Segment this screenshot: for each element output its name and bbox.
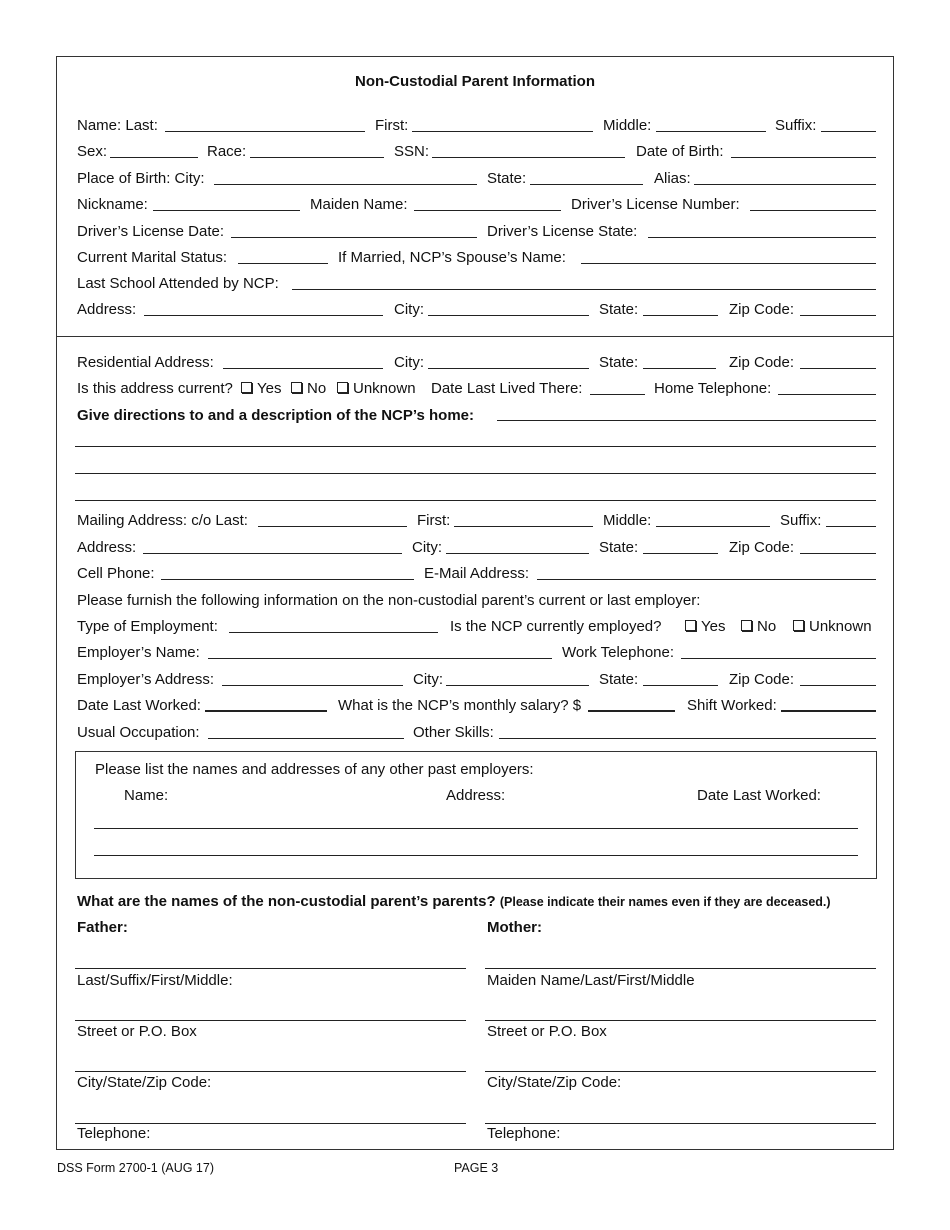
name-suffix-field[interactable] [821, 131, 876, 132]
employer-name-label: Employer’s Name: [77, 644, 200, 661]
work-telephone-label: Work Telephone: [562, 644, 675, 661]
mother-street-label: Street or P.O. Box [487, 1023, 607, 1040]
res-address-field[interactable] [223, 368, 383, 369]
type-employment-label: Type of Employment: [77, 618, 218, 635]
mail-address-field[interactable] [143, 553, 402, 554]
city-field[interactable] [428, 315, 589, 316]
address-current-yes[interactable] [241, 380, 281, 398]
father-heading: Father: [77, 919, 128, 936]
parents-question-text: What are the names of the non-custodial parent’s parents? [77, 893, 496, 910]
dl-date-label: Driver’s License Date: [77, 223, 225, 240]
address-current-no[interactable] [291, 380, 326, 398]
mail-suffix-field[interactable] [826, 526, 876, 527]
dl-state-label: Driver’s License State: [487, 223, 638, 240]
date-last-lived-label: Date Last Lived There: [431, 380, 583, 397]
yes-label: Yes [701, 618, 726, 635]
city-label: City: [394, 301, 424, 318]
directions-field-3[interactable] [75, 473, 876, 474]
employer-city-field[interactable] [446, 685, 589, 686]
address-field[interactable] [144, 315, 383, 316]
father-street-label: Street or P.O. Box [77, 1023, 197, 1040]
yes-label: Yes [257, 380, 282, 397]
pob-city-label: Place of Birth: City: [77, 170, 205, 187]
sex-label: Sex: [77, 143, 108, 160]
res-city-label: City: [394, 354, 424, 371]
mother-heading: Mother: [487, 919, 542, 936]
footer-form-id: DSS Form 2700-1 (AUG 17) [57, 1161, 214, 1175]
mail-first-label: First: [417, 512, 451, 529]
father-street-field[interactable] [75, 1020, 466, 1021]
state-field[interactable] [643, 315, 718, 316]
checkbox-icon[interactable] [241, 382, 252, 393]
employer-intro: Please furnish the following information on the non-custodial parent’s current or last employer: [77, 592, 701, 609]
shift-worked-field[interactable] [781, 710, 876, 712]
directions-field-1[interactable] [497, 420, 876, 421]
email-field[interactable] [537, 579, 876, 580]
date-last-worked-label: Date Last Worked: [77, 697, 201, 714]
alias-field[interactable] [694, 184, 876, 185]
shift-worked-label: Shift Worked: [687, 697, 777, 714]
res-zip-field[interactable] [800, 368, 876, 369]
dl-state-field[interactable] [648, 237, 876, 238]
past-employers-col-name: Name: [124, 787, 169, 804]
parents-note: (Please indicate their names even if they are deceased.) [499, 895, 831, 909]
past-employer-line-2[interactable] [94, 855, 858, 856]
zip-field[interactable] [800, 315, 876, 316]
state-label: State: [599, 301, 639, 318]
sex-field[interactable] [110, 157, 198, 158]
name-middle-label: Middle: [603, 117, 652, 134]
res-city-field[interactable] [428, 368, 589, 369]
nickname-field[interactable] [153, 210, 300, 211]
last-school-field[interactable] [292, 289, 876, 290]
res-state-field[interactable] [643, 368, 716, 369]
no-label: No [307, 380, 327, 397]
past-employers-col-address: Address: [446, 787, 506, 804]
pob-city-field[interactable] [214, 184, 477, 185]
name-middle-field[interactable] [656, 131, 766, 132]
mail-state-label: State: [599, 539, 639, 556]
address-current-label: Is this address current? [77, 380, 233, 397]
mail-co-last-field[interactable] [258, 526, 407, 527]
checkbox-icon[interactable] [337, 382, 348, 393]
spouse-name-field[interactable] [581, 263, 876, 264]
dob-label: Date of Birth: [636, 143, 724, 160]
dl-date-field[interactable] [231, 237, 477, 238]
maiden-name-label: Maiden Name: [310, 196, 408, 213]
name-suffix-label: Suffix: [775, 117, 817, 134]
mail-middle-field[interactable] [656, 526, 770, 527]
mail-zip-field[interactable] [800, 553, 876, 554]
name-first-field[interactable] [412, 131, 593, 132]
email-label: E-Mail Address: [424, 565, 530, 582]
father-name-field[interactable] [75, 968, 466, 969]
mail-middle-label: Middle: [603, 512, 652, 529]
employer-state-label: State: [599, 671, 639, 688]
mother-telephone-field[interactable] [485, 1123, 876, 1124]
mail-first-field[interactable] [454, 526, 593, 527]
other-skills-label: Other Skills: [413, 724, 494, 741]
currently-employed-label: Is the NCP currently employed? [450, 618, 662, 635]
name-last-field[interactable] [165, 131, 365, 132]
employer-city-label: City: [413, 671, 443, 688]
mother-city-label: City/State/Zip Code: [487, 1074, 622, 1091]
form-title: Non-Custodial Parent Information [355, 73, 595, 90]
mother-street-field[interactable] [485, 1020, 876, 1021]
home-telephone-label: Home Telephone: [654, 380, 772, 397]
past-employer-line-1[interactable] [94, 828, 858, 829]
race-label: Race: [207, 143, 247, 160]
date-last-lived-field[interactable] [590, 394, 645, 395]
pob-state-label: State: [487, 170, 527, 187]
cell-phone-label: Cell Phone: [77, 565, 155, 582]
maiden-name-field[interactable] [414, 210, 561, 211]
monthly-salary-field[interactable] [588, 710, 675, 712]
directions-field-2[interactable] [75, 446, 876, 447]
employed-no[interactable] [741, 618, 776, 636]
mail-suffix-label: Suffix: [780, 512, 822, 529]
mother-name-field[interactable] [485, 968, 876, 969]
mother-telephone-label: Telephone: [487, 1125, 561, 1142]
usual-occupation-field[interactable] [208, 738, 404, 739]
past-employers-col-date: Date Last Worked: [697, 787, 821, 804]
directions-field-4[interactable] [75, 500, 876, 501]
past-employers-intro: Please list the names and addresses of any other past employers: [95, 761, 534, 778]
father-city-label: City/State/Zip Code: [77, 1074, 212, 1091]
section-divider [56, 336, 894, 337]
employer-zip-label: Zip Code: [729, 671, 795, 688]
checkbox-icon[interactable] [741, 620, 752, 631]
checkbox-icon[interactable] [793, 620, 804, 631]
dl-number-label: Driver’s License Number: [571, 196, 740, 213]
monthly-salary-label: What is the NCP’s monthly salary? $ [338, 697, 582, 714]
date-last-worked-field[interactable] [205, 710, 327, 712]
employed-unknown[interactable] [793, 618, 872, 636]
footer-page: PAGE 3 [454, 1161, 499, 1175]
checkbox-icon[interactable] [685, 620, 696, 631]
mother-city-field[interactable] [485, 1071, 876, 1072]
work-telephone-field[interactable] [681, 658, 876, 659]
mail-co-last-label: Mailing Address: c/o Last: [77, 512, 248, 529]
mail-city-label: City: [412, 539, 442, 556]
res-state-label: State: [599, 354, 639, 371]
mail-zip-label: Zip Code: [729, 539, 795, 556]
parents-question [77, 893, 831, 911]
race-field[interactable] [250, 157, 384, 158]
mail-address-label: Address: [77, 539, 137, 556]
marital-status-label: Current Marital Status: [77, 249, 228, 266]
unknown-label: Unknown [353, 380, 416, 397]
employer-name-field[interactable] [208, 658, 552, 659]
name-first-label: First: [375, 117, 409, 134]
ssn-label: SSN: [394, 143, 430, 160]
employer-address-label: Employer’s Address: [77, 671, 215, 688]
zip-label: Zip Code: [729, 301, 795, 318]
employed-yes[interactable] [685, 618, 725, 636]
checkbox-icon[interactable] [291, 382, 302, 393]
usual-occupation-label: Usual Occupation: [77, 724, 200, 741]
res-zip-label: Zip Code: [729, 354, 795, 371]
pob-state-field[interactable] [530, 184, 643, 185]
father-name-label: Last/Suffix/First/Middle: [77, 972, 233, 989]
directions-label: Give directions to and a description of the NCP’s home: [77, 407, 475, 424]
other-skills-field[interactable] [499, 738, 876, 739]
spouse-name-label: If Married, NCP’s Spouse’s Name: [338, 249, 566, 266]
employer-state-field[interactable] [643, 685, 718, 686]
dob-field[interactable] [731, 157, 876, 158]
unknown-label: Unknown [809, 618, 872, 635]
home-telephone-field[interactable] [778, 394, 876, 395]
res-address-label: Residential Address: [77, 354, 214, 371]
dl-number-field[interactable] [750, 210, 876, 211]
type-employment-field[interactable] [229, 632, 438, 633]
father-telephone-field[interactable] [75, 1123, 466, 1124]
marital-status-field[interactable] [238, 263, 328, 264]
employer-address-field[interactable] [222, 685, 403, 686]
name-last-label: Name: Last: [77, 117, 158, 134]
nickname-label: Nickname: [77, 196, 148, 213]
mail-city-field[interactable] [446, 553, 589, 554]
cell-phone-field[interactable] [161, 579, 414, 580]
father-telephone-label: Telephone: [77, 1125, 151, 1142]
no-label: No [757, 618, 777, 635]
employer-zip-field[interactable] [800, 685, 876, 686]
father-city-field[interactable] [75, 1071, 466, 1072]
last-school-label: Last School Attended by NCP: [77, 275, 279, 292]
address-current-unknown[interactable] [337, 380, 416, 398]
mail-state-field[interactable] [643, 553, 718, 554]
ssn-field[interactable] [432, 157, 625, 158]
mother-name-label: Maiden Name/Last/First/Middle [487, 972, 695, 989]
address-label: Address: [77, 301, 137, 318]
alias-label: Alias: [654, 170, 691, 187]
